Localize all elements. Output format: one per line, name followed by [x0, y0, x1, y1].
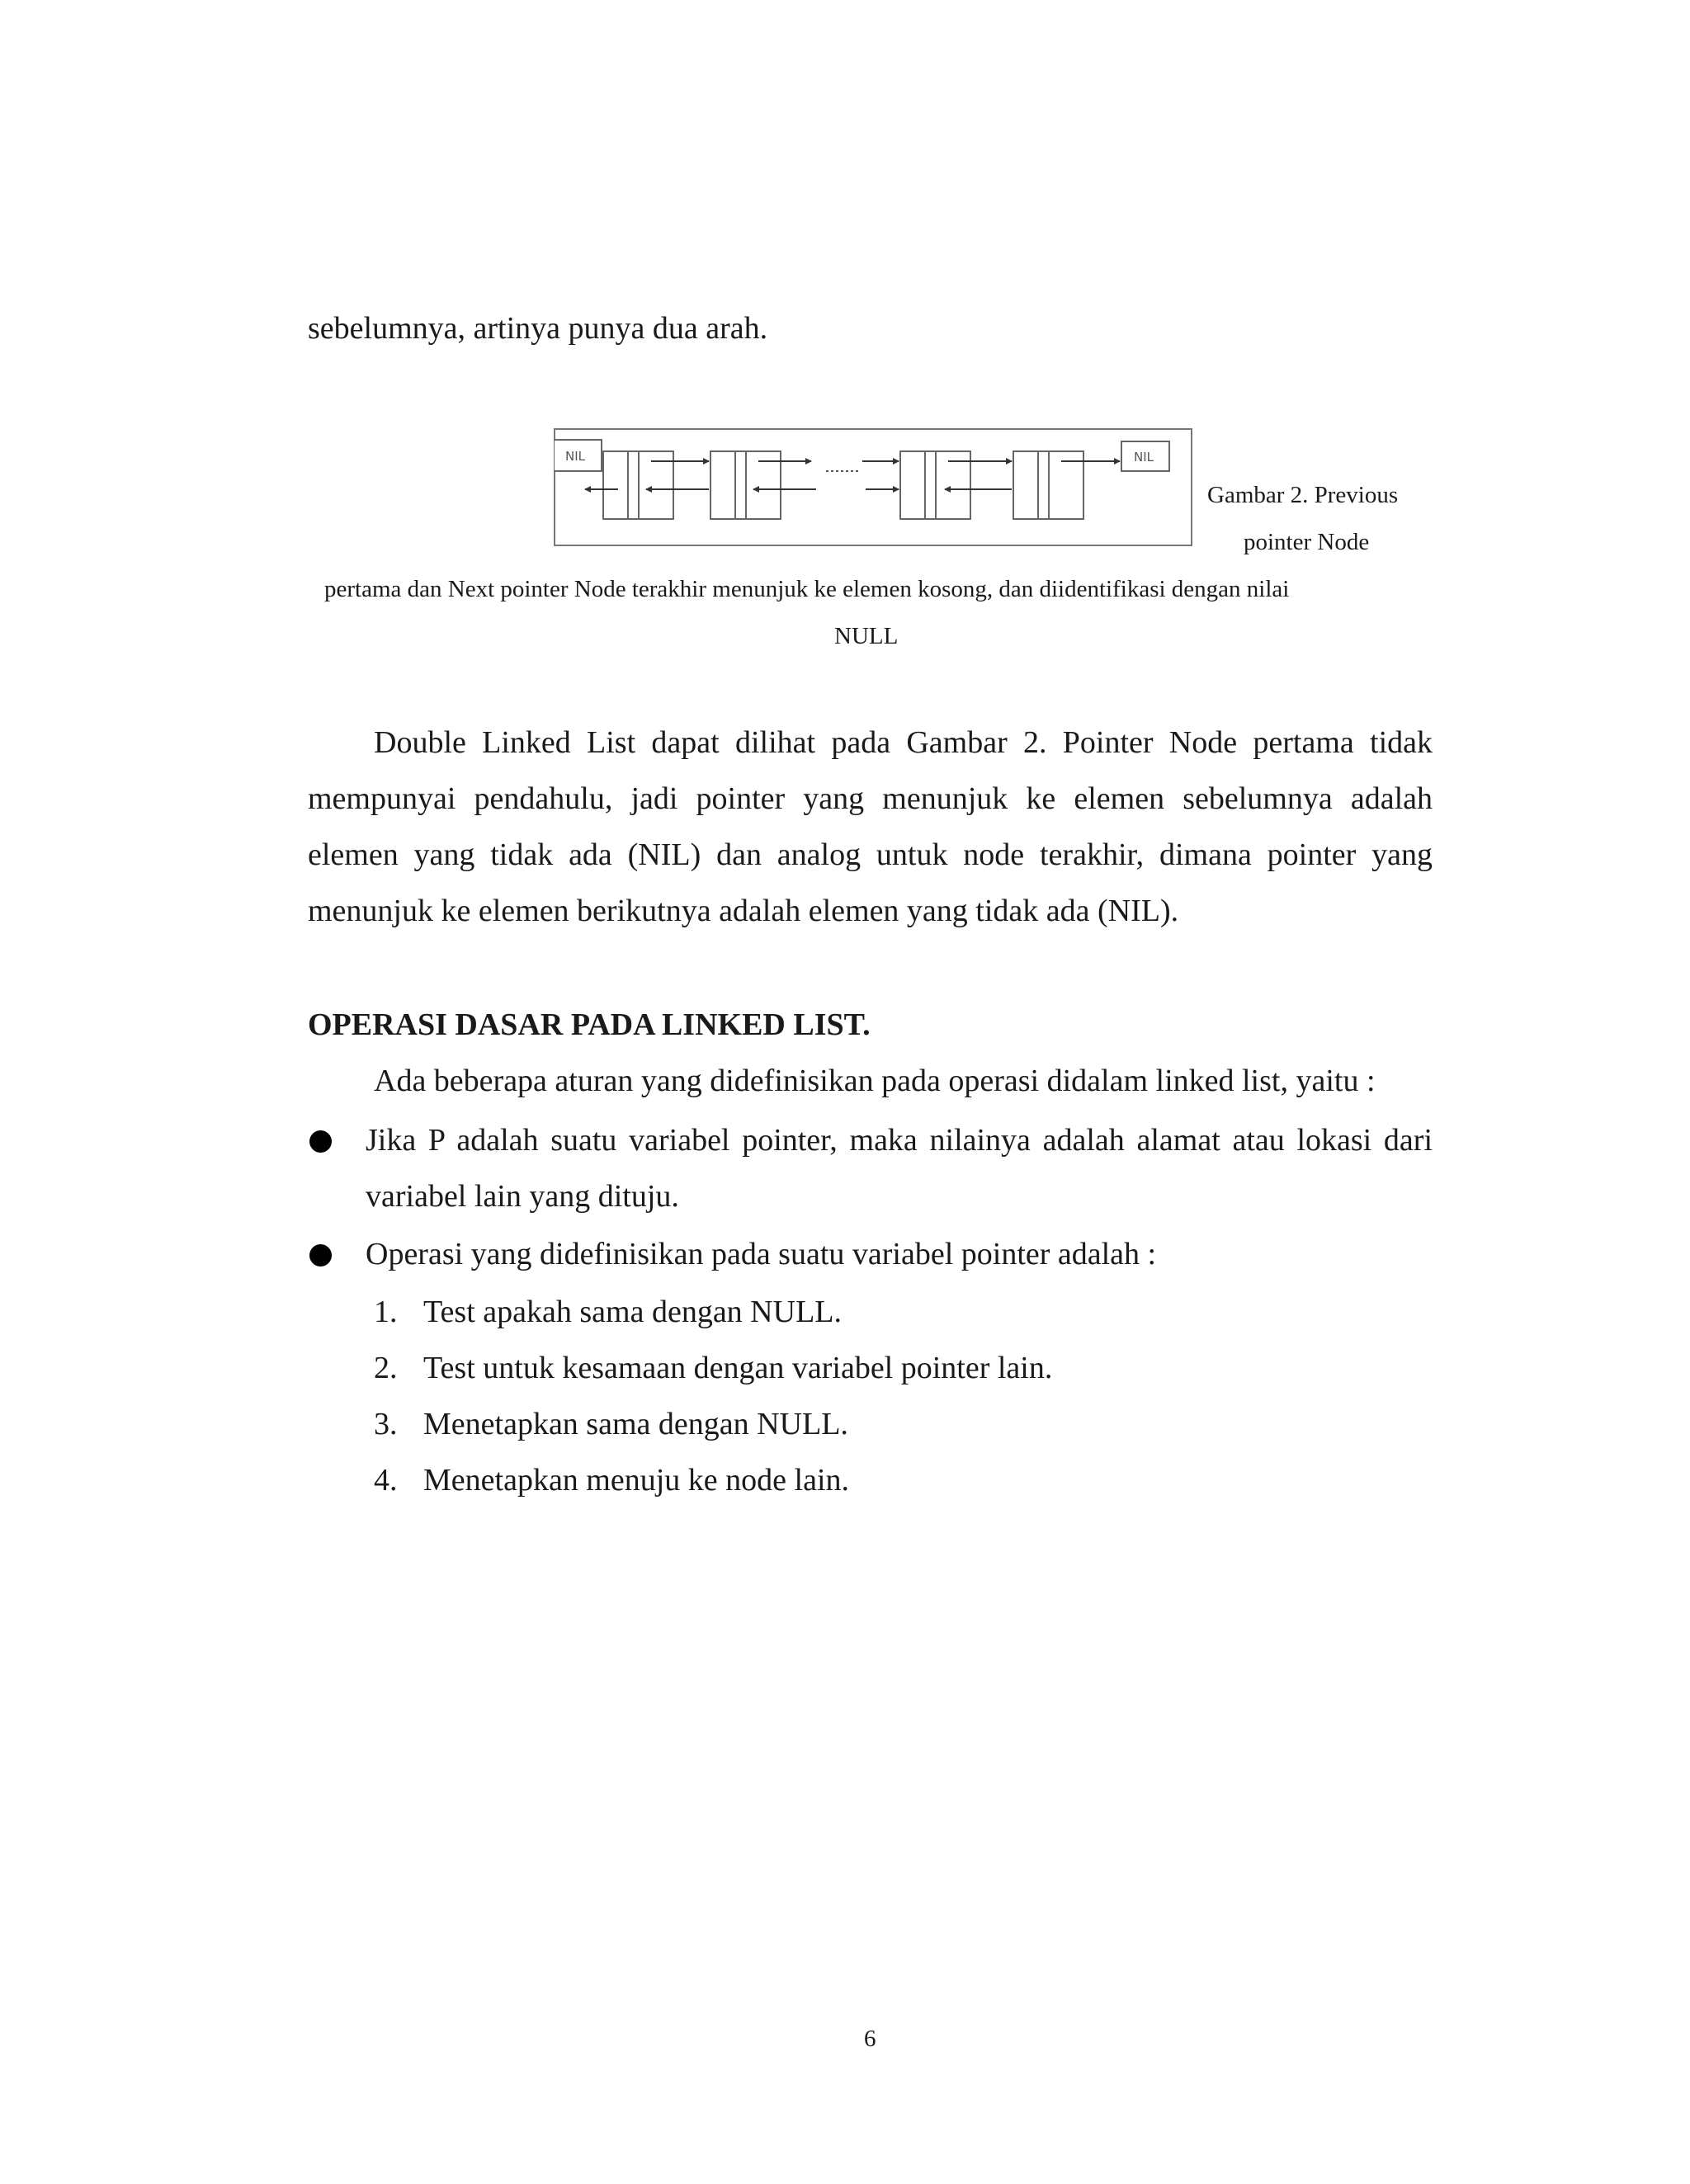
paragraph-line-1: Double Linked List dapat dilihat pada Gambar 2. Pointer Node pertama tidak [374, 725, 1433, 760]
paragraph-line-2: mempunyai pendahulu, jadi pointer yang menunjuk ke elemen sebelumnya adalah [308, 781, 1433, 816]
bullet-dot-1 [309, 1130, 332, 1153]
figure-caption-line1: Gambar 2. Previous [1207, 482, 1399, 508]
figure-caption-line2: pointer Node [1244, 529, 1370, 555]
paragraph-line-3: elemen yang tidak ada (NIL) dan analog untuk node terakhir, dimana pointer yang [308, 837, 1433, 872]
bullet-1-line-1: Jika P adalah suatu variabel pointer, maka nilainya adalah alamat atau lokasi dari [366, 1123, 1433, 1158]
paragraph-line-4: menunjuk ke elemen berikutnya adalah elemen yang tidak ada (NIL). [308, 894, 1179, 928]
figure-caption-line3: pertama dan Next pointer Node terakhir menunjuk ke elemen kosong, dan diidentifikasi dengan nilai [324, 576, 1290, 602]
numbered-item-2-num: 2. [374, 1351, 398, 1385]
numbered-item-4-text: Menetapkan menuju ke node lain. [423, 1463, 850, 1498]
figure-caption-line4: NULL [834, 623, 899, 649]
numbered-item-1-num: 1. [374, 1295, 398, 1329]
bullet-2-line-1: Operasi yang didefinisikan pada suatu variabel pointer adalah : [366, 1237, 1157, 1271]
intro-line: sebelumnya, artinya punya dua arah. [308, 311, 768, 346]
page-number: 6 [864, 2026, 876, 2052]
bullet-1-line-2: variabel lain yang dituju. [366, 1179, 679, 1214]
nil-left-label: NIL [565, 449, 586, 464]
numbered-item-3-num: 3. [374, 1407, 398, 1441]
nil-right-label: NIL [1134, 450, 1154, 465]
numbered-item-1-text: Test apakah sama dengan NULL. [423, 1295, 842, 1329]
section-intro: Ada beberapa aturan yang didefinisikan pada operasi didalam linked list, yaitu : [374, 1064, 1376, 1098]
bullet-dot-2 [309, 1244, 332, 1267]
numbered-item-3-text: Menetapkan sama dengan NULL. [423, 1407, 848, 1441]
numbered-item-4-num: 4. [374, 1463, 398, 1498]
numbered-item-2-text: Test untuk kesamaan dengan variabel pointer lain. [423, 1351, 1053, 1385]
section-heading: OPERASI DASAR PADA LINKED LIST. [308, 1007, 871, 1042]
double-linked-list-diagram [554, 428, 1192, 546]
